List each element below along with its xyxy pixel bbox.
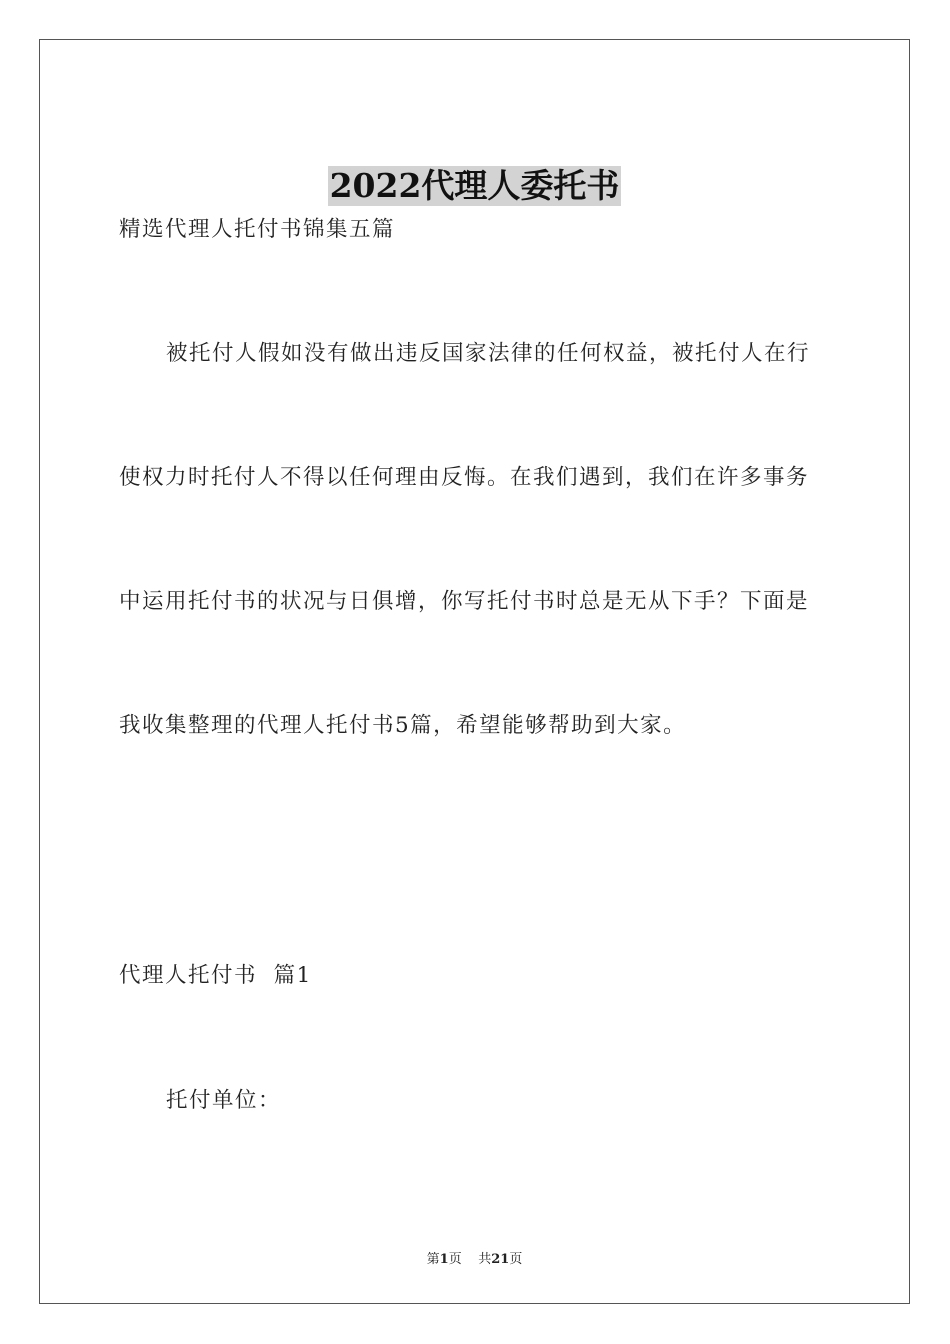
page-footer bbox=[40, 1248, 909, 1267]
field-label-entrusting-unit: 托付单位： bbox=[166, 1088, 282, 1113]
document-subtitle: 精选代理人托付书锦集五篇 bbox=[119, 217, 396, 242]
intro-line-1: 被托付人假如没有做出违反国家法律的任何权益，被托付人在行 bbox=[166, 341, 811, 366]
intro-line-4: 我收集整理的代理人托付书5篇，希望能够帮助到大家。 bbox=[119, 713, 687, 738]
document-page bbox=[39, 39, 910, 1304]
intro-line-3: 中运用托付书的状况与日俱增，你写托付书时总是无从下手？下面是 bbox=[119, 589, 810, 614]
title-container bbox=[40, 166, 909, 206]
footer-page-total: 21 bbox=[491, 1252, 510, 1267]
footer-page-prefix: 第 bbox=[426, 1252, 440, 1267]
footer-page-suffix: 页 bbox=[509, 1252, 523, 1267]
footer-page-current: 1 bbox=[439, 1252, 449, 1267]
section-heading: 代理人托付书 篇1 bbox=[119, 963, 312, 988]
intro-line-2: 使权力时托付人不得以任何理由反悔。在我们遇到，我们在许多事务 bbox=[119, 465, 810, 490]
document-title: 2022代理人委托书 bbox=[329, 166, 620, 205]
footer-page-mid: 页 共 bbox=[448, 1252, 492, 1267]
